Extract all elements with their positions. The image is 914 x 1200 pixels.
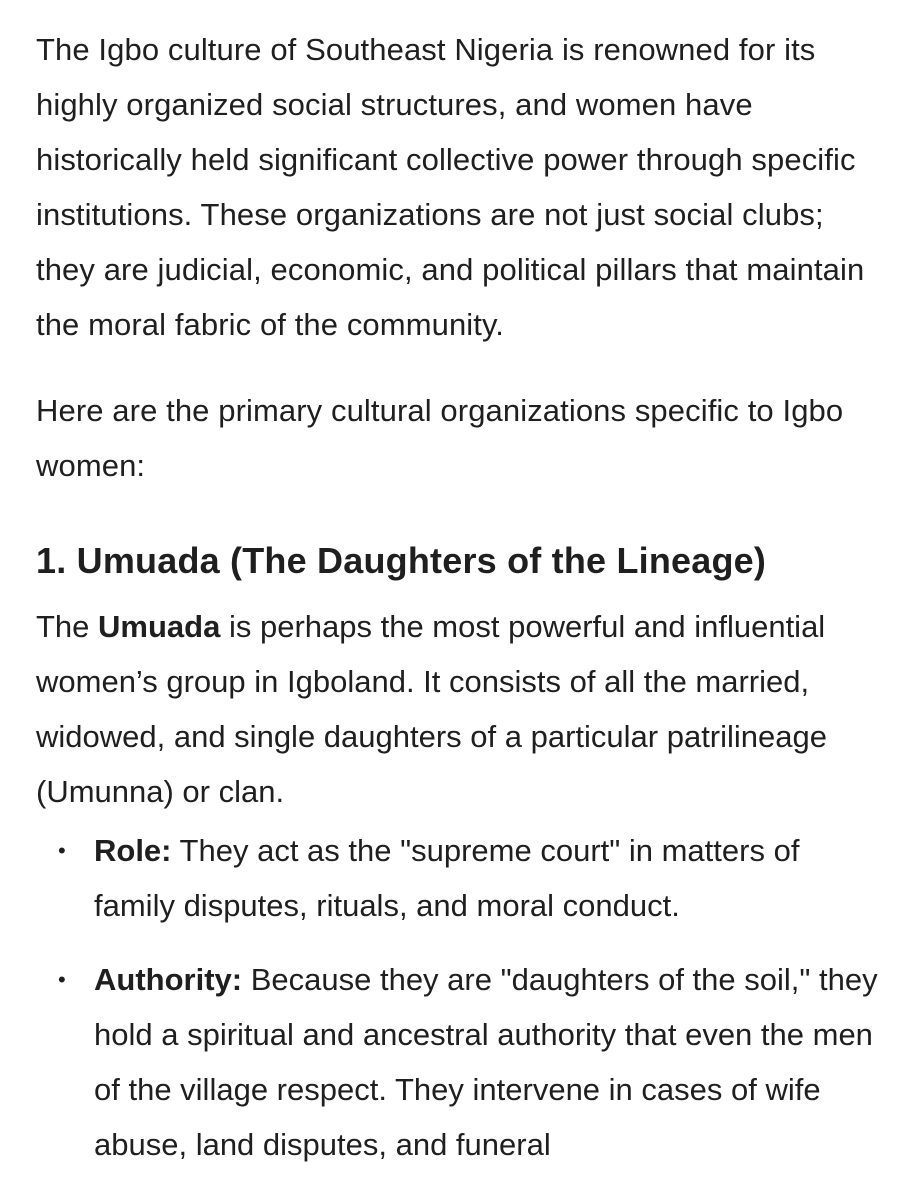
role-text: They act as the "supreme court" in matters of family disputes, rituals, and moral conduct. xyxy=(94,833,800,923)
umuada-details-list xyxy=(36,823,886,1172)
section-heading-umuada: 1. Umuada (The Daughters of the Lineage) xyxy=(36,540,767,581)
list-item-role xyxy=(36,823,886,933)
intro-paragraph: The Igbo culture of Southeast Nigeria is renowned for its highly organized social structures, and women have historically held significant collective power through specific institutions. These organizations are not just social clubs; they are judicial, economic, and political pillars that maintain the moral fabric of the community. xyxy=(36,32,865,342)
bullet-icon: • xyxy=(58,967,66,992)
role-term: Role: xyxy=(94,833,172,868)
authority-text: Because they are "daughters of the soil," they hold a spiritual and ancestral authority that even the men of the village respect. They intervene in cases of wife abuse, land disputes, and funeral xyxy=(94,962,878,1162)
article-content xyxy=(36,22,886,1172)
umuada-term: Umuada xyxy=(98,609,221,644)
umuada-description xyxy=(36,599,886,819)
list-item-authority xyxy=(36,952,886,1172)
description-prefix: The xyxy=(36,609,99,644)
bullet-icon: • xyxy=(58,838,66,863)
authority-term: Authority: xyxy=(94,962,243,997)
description-text: is perhaps the most powerful and influential women’s group in Igboland. It consists of all the married, widowed, and single daughters of a particular patrilineage (Umunna) or clan. xyxy=(36,609,827,809)
intro-summary-paragraph: Here are the primary cultural organizations specific to Igbo women: xyxy=(36,393,844,483)
